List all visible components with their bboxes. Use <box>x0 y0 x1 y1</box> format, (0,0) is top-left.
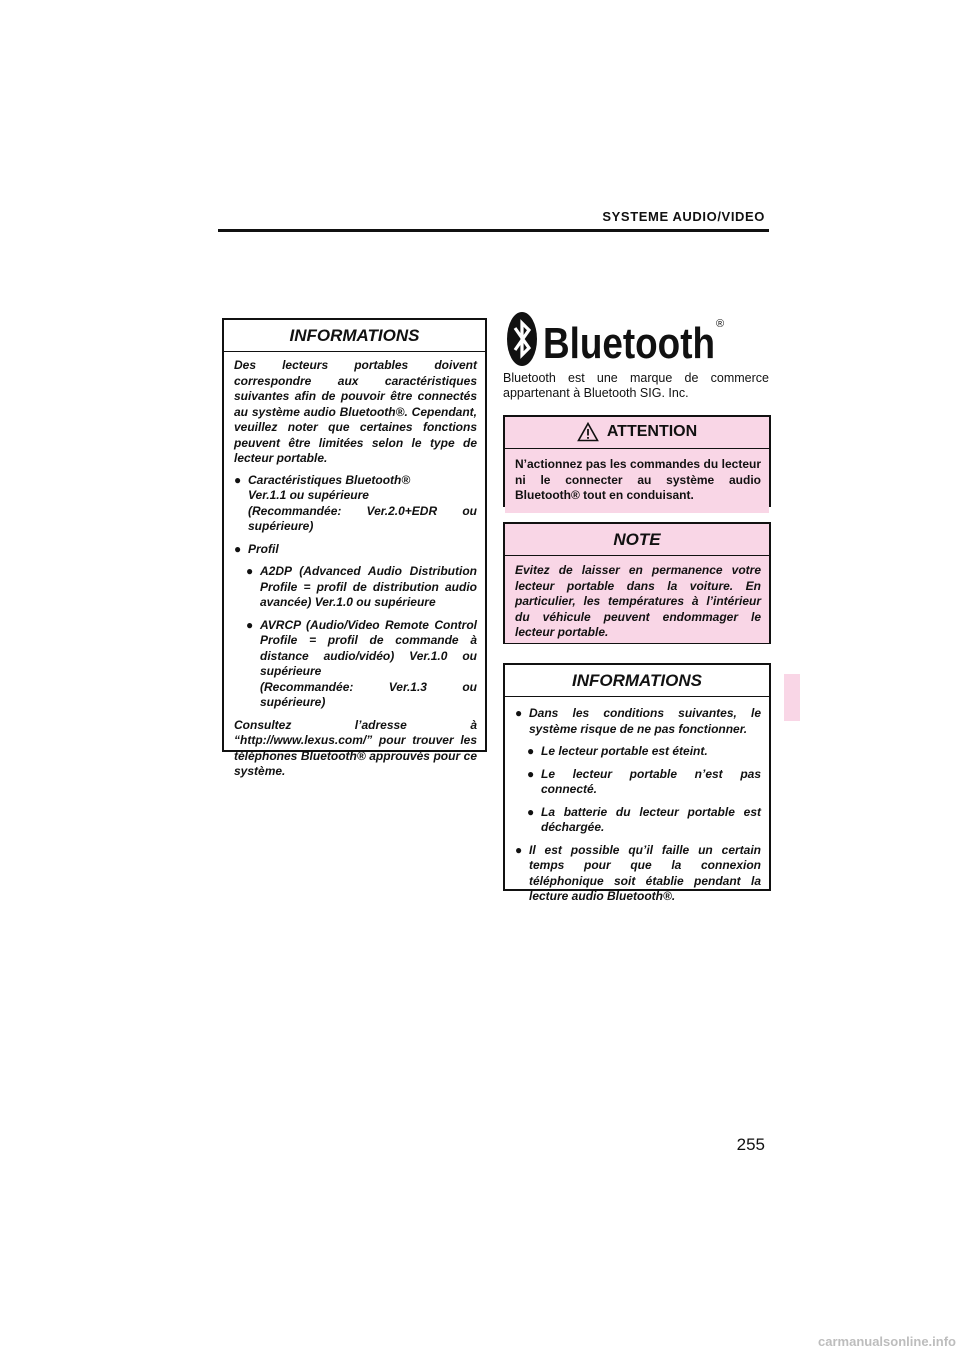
informations-box-right <box>503 663 771 903</box>
watermark: carmanualsonline.info <box>818 1334 956 1349</box>
bullet-icon: ● <box>234 472 242 487</box>
informations-outro: Consultez l’adresse à “http://www.lexus.com/” pour trouver les téléphones Bluetooth® approuvés pour ce système. <box>234 717 477 778</box>
list-item <box>515 843 761 905</box>
bullet-icon: ● <box>246 617 254 632</box>
bluetooth-spec-recommended: (Recommandée: Ver.2.0+EDR ou supérieure) <box>248 503 477 533</box>
profile-a2dp: A2DP (Advanced Audio Distribution Profile = profil de distribution audio avancée) Ver.1.0 ou supérieure <box>260 564 477 609</box>
informations-intro: Des lecteurs portables doivent correspondre aux caractéristiques suivantes afin de pouvoir être connectés au système audio Bluetooth®. Cependant, veuillez noter que certaines fonctions peuvent être limitées selon le type de lecteur portable. <box>234 358 477 465</box>
list-item <box>234 473 477 535</box>
bluetooth-logo-text: Bluetooth <box>543 319 715 367</box>
list-item <box>246 618 477 711</box>
warning-triangle-icon <box>577 422 599 442</box>
informations-body <box>505 697 769 920</box>
bullet-icon: ● <box>527 744 535 758</box>
informations-title: INFORMATIONS <box>505 665 769 697</box>
note-box <box>503 522 771 644</box>
bluetooth-trademark-caption: Bluetooth est une marque de commerce appartenant à Bluetooth SIG. Inc. <box>503 371 769 400</box>
bullet-icon: ● <box>515 842 523 857</box>
bluetooth-spec-title: Caractéristiques Bluetooth® <box>248 472 411 487</box>
list-item <box>527 805 761 836</box>
section-side-tab <box>784 674 800 721</box>
attention-header <box>505 417 769 449</box>
list-item <box>234 542 477 558</box>
bluetooth-spec-version: Ver.1.1 ou supérieure <box>248 488 369 502</box>
informations-box-left <box>222 318 487 778</box>
informations-title: INFORMATIONS <box>224 320 485 352</box>
bullet-icon: ● <box>515 706 523 720</box>
attention-body <box>505 449 769 513</box>
condition-off: Le lecteur portable est éteint. <box>541 744 708 758</box>
bluetooth-logo <box>505 311 727 367</box>
attention-box <box>503 415 771 507</box>
page-header-title: SYSTEME AUDIO/VIDEO <box>602 209 765 224</box>
note-body <box>505 556 769 643</box>
list-item <box>246 564 477 611</box>
list-item-text <box>260 618 477 711</box>
condition-battery: La batterie du lecteur portable est déchargée. <box>541 804 761 834</box>
header-rule <box>218 229 769 232</box>
attention-title: ATTENTION <box>606 423 698 440</box>
list-item-text <box>248 473 477 535</box>
list-item <box>527 767 761 798</box>
profile-title: Profil <box>248 541 279 556</box>
informations-body <box>224 352 485 794</box>
registered-mark: ® <box>716 318 725 330</box>
profile-avrcp: AVRCP (Audio/Video Remote Control Profile = profil de commande à distance audio/vidéo) Ver.1.0 ou supérieure <box>260 617 477 678</box>
note-text: Evitez de laisser en permanence votre lecteur portable dans la voiture. En particulier, les températures à l’intérieur du véhicule peuvent endommager le lecteur portable. <box>515 563 761 639</box>
connection-delay-text: Il est possible qu’il faille un certain temps pour que la connexion téléphonique soit établie pendant la lecture audio Bluetooth®. <box>529 842 761 903</box>
conditions-text: Dans les conditions suivantes, le système risque de ne pas fonctionner. <box>529 706 761 736</box>
bullet-icon: ● <box>527 804 535 819</box>
attention-text: N’actionnez pas les commandes du lecteur ni le connecter au système audio Bluetooth® tout en conduisant. <box>515 457 761 502</box>
bullet-icon: ● <box>246 564 254 578</box>
profile-avrcp-recommended: (Recommandée: Ver.1.3 ou supérieure) <box>260 679 477 709</box>
list-item <box>515 706 761 737</box>
bullet-icon: ● <box>234 541 242 556</box>
list-item <box>527 744 761 760</box>
page-number: 255 <box>736 1135 765 1154</box>
condition-not-connected: Le lecteur portable n’est pas connecté. <box>541 766 761 796</box>
bullet-icon: ● <box>527 766 535 781</box>
note-title: NOTE <box>505 524 769 556</box>
